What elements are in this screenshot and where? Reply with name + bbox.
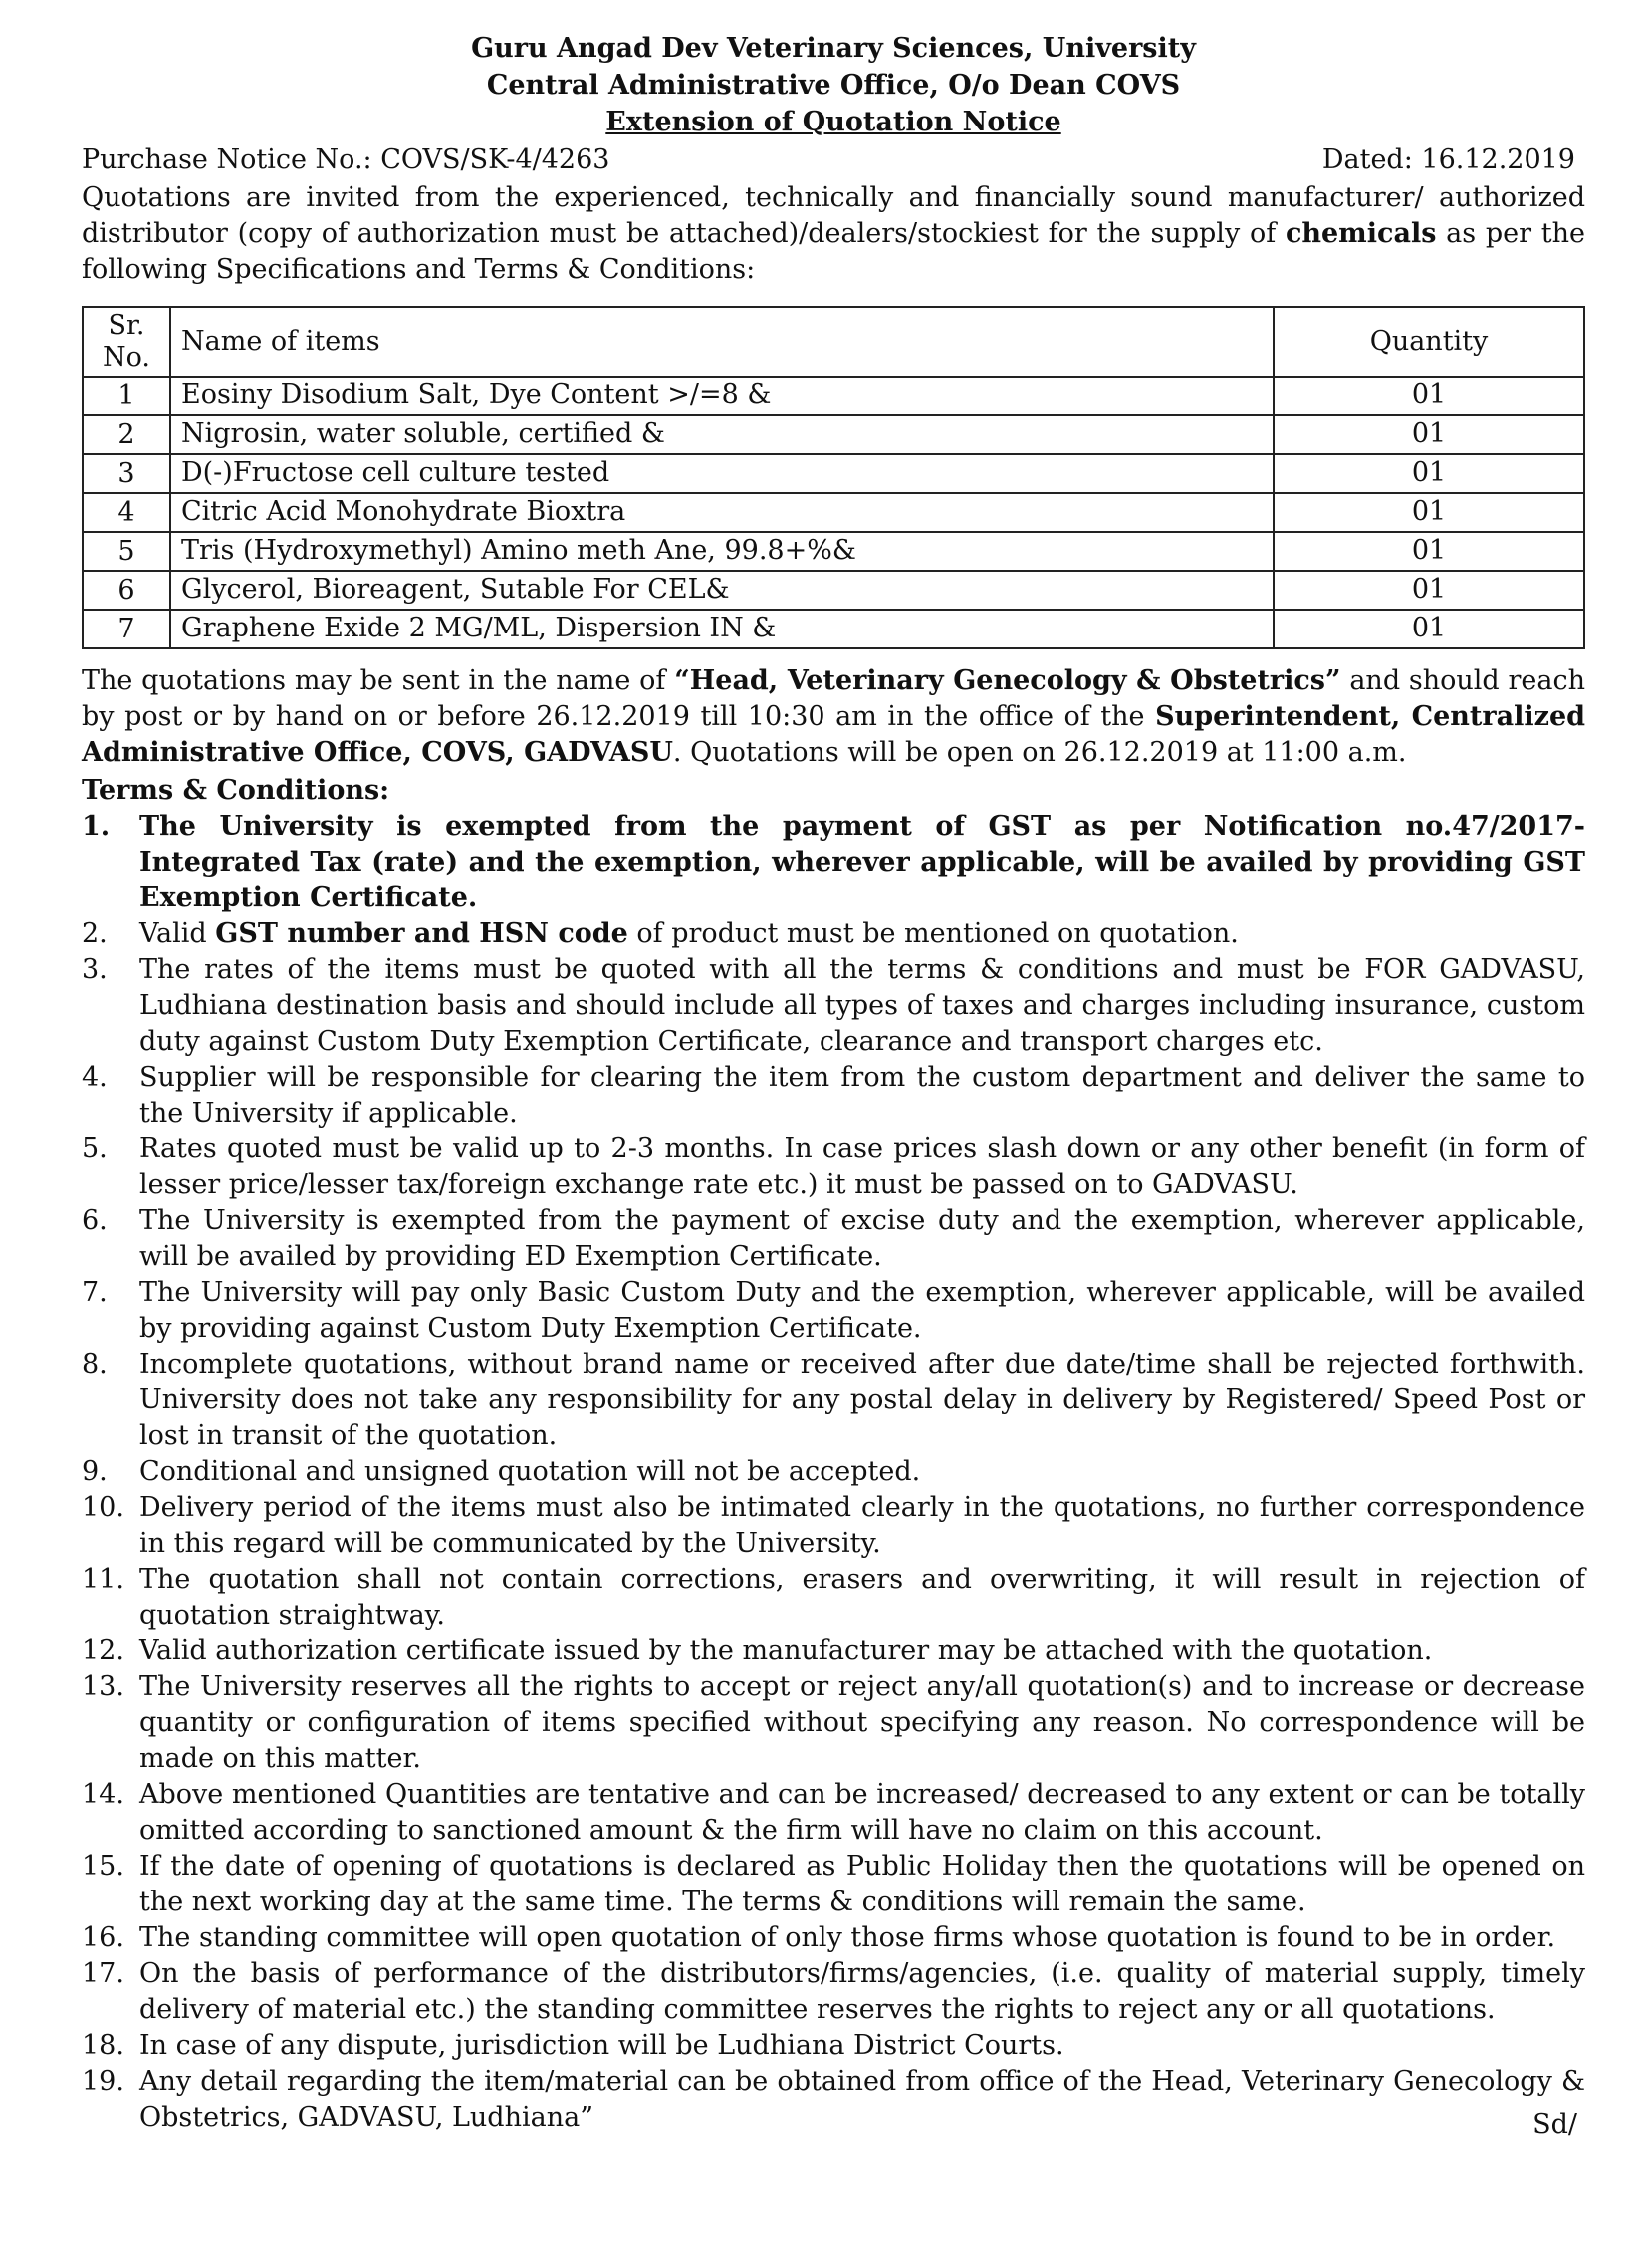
signature: Sd/ — [1532, 2109, 1577, 2140]
list-item — [82, 1849, 1585, 1920]
cell-sr-no: 4 — [83, 493, 170, 532]
office-name: Central Administrative Office, O/o Dean COVS — [486, 70, 1181, 101]
document-page — [82, 30, 1586, 2140]
purchase-notice-number: Purchase Notice No.: COVS/SK-4/4263 — [82, 144, 610, 175]
intro-text-start: Quotations are invited from the experienced, technically and financially sound manufacturer/ authorized distributor (copy of authorization must be attached)/dealers/stockiest for the supply of — [82, 182, 1585, 249]
cell-item-name: Tris (Hydroxymethyl) Amino meth Ane, 99.8+%& — [170, 532, 1274, 571]
term-text: On the basis of performance of the distributors/firms/agencies, (i.e. quality of material supply, timely delivery of material etc.) the standing committee reserves the rights to reject any or all quotations. — [139, 1958, 1585, 2025]
term-number: 12. — [82, 1636, 124, 1666]
table-row — [83, 493, 1584, 532]
term-text: The University is exempted from the payment of excise duty and the exemption, wherever applicable, will be availed by providing ED Exemption Certificate. — [139, 1205, 1585, 1272]
terms-list — [82, 809, 1585, 2136]
cell-item-name: Eosiny Disodium Salt, Dye Content >/=8 & — [170, 377, 1274, 415]
term-number: 3. — [82, 954, 108, 985]
cell-quantity: 01 — [1274, 415, 1584, 454]
term-text: Delivery period of the items must also be intimated clearly in the quotations, no further correspondence in this regard will be communicated by the University. — [139, 1492, 1585, 1559]
submission-text-2: and should reach by post or by hand on or before 26.12.2019 till 10:30 am in the office of the — [82, 665, 1585, 732]
list-item — [82, 1669, 1585, 1777]
list-item — [82, 1454, 1585, 1490]
column-header-quantity: Quantity — [1274, 307, 1584, 377]
cell-quantity: 01 — [1274, 571, 1584, 610]
table-row — [83, 571, 1584, 610]
term-text: Valid authorization certificate issued by the manufacturer may be attached with the quotation. — [139, 1636, 1433, 1666]
term-number: 14. — [82, 1779, 124, 1810]
term-text-post: of product must be mentioned on quotation. — [627, 918, 1239, 949]
intro-bold-chemicals: chemicals — [1285, 218, 1437, 249]
list-item — [82, 1203, 1585, 1275]
cell-quantity: 01 — [1274, 377, 1584, 415]
term-number: 1. — [82, 811, 111, 842]
term-number: 2. — [82, 918, 108, 949]
term-number: 17. — [82, 1958, 124, 1989]
cell-sr-no: 3 — [83, 454, 170, 493]
list-item — [82, 1490, 1585, 1562]
intro-text-end: as per the following Specifications and Terms & Conditions: — [82, 218, 1585, 285]
term-number: 19. — [82, 2066, 124, 2097]
table-row — [83, 532, 1584, 571]
term-text-bold: GST number and HSN code — [215, 918, 628, 949]
term-number: 16. — [82, 1922, 124, 1953]
list-item — [82, 1956, 1585, 2028]
university-name: Guru Angad Dev Veterinary Sciences, University — [471, 33, 1196, 64]
term-text: Rates quoted must be valid up to 2-3 months. In case prices slash down or any other benefit (in form of lesser price/lesser tax/foreign exchange rate etc.) it must be passed on to GADVASU. — [139, 1134, 1585, 1200]
list-item — [82, 809, 1585, 916]
term-text: The University will pay only Basic Custom Duty and the exemption, wherever applicable, will be availed by providing against Custom Duty Exemption Certificate. — [139, 1277, 1585, 1344]
term-text: In case of any dispute, jurisdiction will be Ludhiana District Courts. — [139, 2030, 1064, 2061]
term-number: 9. — [82, 1456, 108, 1487]
document-header — [82, 30, 1585, 140]
terms-heading: Terms & Conditions: — [82, 775, 390, 806]
term-text: Any detail regarding the item/material can be obtained from office of the Head, Veterinary Genecology & Obstetrics, GADVASU, Ludhiana” — [139, 2066, 1585, 2133]
notice-info-row — [82, 142, 1585, 178]
list-item — [82, 952, 1585, 1060]
term-text: If the date of opening of quotations is declared as Public Holiday then the quotations will be opened on the next working day at the same time. The terms & conditions will remain the same. — [139, 1851, 1585, 1917]
submission-office: Superintendent, Centralized Administrative Office, COVS, GADVASU — [82, 701, 1586, 768]
list-item — [82, 916, 1585, 952]
items-table — [82, 306, 1585, 649]
list-item — [82, 1347, 1585, 1454]
table-row — [83, 377, 1584, 415]
table-row — [83, 610, 1584, 648]
cell-item-name: Glycerol, Bioreagent, Sutable For CEL& — [170, 571, 1274, 610]
list-item — [82, 1275, 1585, 1347]
term-number: 10. — [82, 1492, 124, 1523]
list-item — [82, 2028, 1585, 2064]
term-number: 11. — [82, 1564, 124, 1595]
term-text: The standing committee will open quotation of only those firms whose quotation is found to be in order. — [139, 1922, 1556, 1953]
cell-item-name: Nigrosin, water soluble, certified & — [170, 415, 1274, 454]
term-text: The rates of the items must be quoted with all the terms & conditions and must be FOR GADVASU, Ludhiana destination basis and should include all types of taxes and charges including insurance, custom duty against Custom Duty Exemption Certificate, clearance and transport charges etc. — [139, 954, 1585, 1057]
table-row — [83, 454, 1584, 493]
cell-item-name: Citric Acid Monohydrate Bioxtra — [170, 493, 1274, 532]
term-number: 7. — [82, 1277, 108, 1308]
column-header-item-name: Name of items — [170, 307, 1274, 377]
cell-item-name: Graphene Exide 2 MG/ML, Dispersion IN & — [170, 610, 1274, 648]
intro-paragraph — [82, 180, 1585, 288]
term-number: 15. — [82, 1851, 124, 1882]
term-text: Incomplete quotations, without brand name or received after due date/time shall be rejected forthwith. University does not take any responsibility for any postal delay in delivery by Registered/ Speed Post or lost in transit of the quotation. — [139, 1349, 1585, 1451]
cell-sr-no: 7 — [83, 610, 170, 648]
list-item — [82, 2064, 1585, 2136]
cell-sr-no: 5 — [83, 532, 170, 571]
cell-quantity: 01 — [1274, 493, 1584, 532]
term-text — [139, 916, 1585, 952]
submission-paragraph — [82, 663, 1585, 771]
notice-title: Extension of Quotation Notice — [605, 107, 1061, 137]
table-header-row — [83, 307, 1584, 377]
cell-item-name: D(-)Fructose cell culture tested — [170, 454, 1274, 493]
term-number: 8. — [82, 1349, 108, 1380]
cell-sr-no: 2 — [83, 415, 170, 454]
term-text: The University reserves all the rights to accept or reject any/all quotation(s) and to increase or decrease quantity or configuration of items specified without specifying any reason. No correspondence will be made on this matter. — [139, 1671, 1585, 1774]
list-item — [82, 1777, 1585, 1849]
list-item — [82, 1060, 1585, 1132]
addressee-name: “Head, Veterinary Genecology & Obstetrics” — [674, 665, 1341, 696]
term-number: 18. — [82, 2030, 124, 2061]
term-text-pre: Valid — [139, 918, 216, 949]
cell-quantity: 01 — [1274, 610, 1584, 648]
term-number: 6. — [82, 1205, 108, 1236]
cell-quantity: 01 — [1274, 454, 1584, 493]
list-item — [82, 1562, 1585, 1634]
list-item — [82, 1920, 1585, 1956]
notice-date: Dated: 16.12.2019 — [1321, 144, 1575, 175]
term-text: The quotation shall not contain corrections, erasers and overwriting, it will result in rejection of quotation straightway. — [139, 1564, 1585, 1631]
term-number: 5. — [82, 1134, 108, 1164]
term-number: 13. — [82, 1671, 124, 1702]
cell-quantity: 01 — [1274, 532, 1584, 571]
term-text: The University is exempted from the payment of GST as per Notification no.47/2017- Integrated Tax (rate) and the exemption, wherever applicable, will be availed by providing GST Exemption Certificate. — [139, 811, 1585, 913]
term-text: Conditional and unsigned quotation will not be accepted. — [139, 1456, 921, 1487]
term-text: Above mentioned Quantities are tentative and can be increased/ decreased to any extent or can be totally omitted according to sanctioned amount & the firm will have no claim on this account. — [139, 1779, 1585, 1846]
submission-text-1: The quotations may be sent in the name of — [82, 665, 675, 696]
column-header-sr-no: Sr. No. — [83, 307, 170, 377]
term-text: Supplier will be responsible for clearing the item from the custom department and deliver the same to the University if applicable. — [139, 1062, 1585, 1129]
list-item — [82, 1132, 1585, 1203]
list-item — [82, 1634, 1585, 1669]
submission-text-3: . Quotations will be open on 26.12.2019 at 11:00 a.m. — [672, 737, 1407, 768]
term-number: 4. — [82, 1062, 108, 1093]
cell-sr-no: 1 — [83, 377, 170, 415]
cell-sr-no: 6 — [83, 571, 170, 610]
table-row — [83, 415, 1584, 454]
